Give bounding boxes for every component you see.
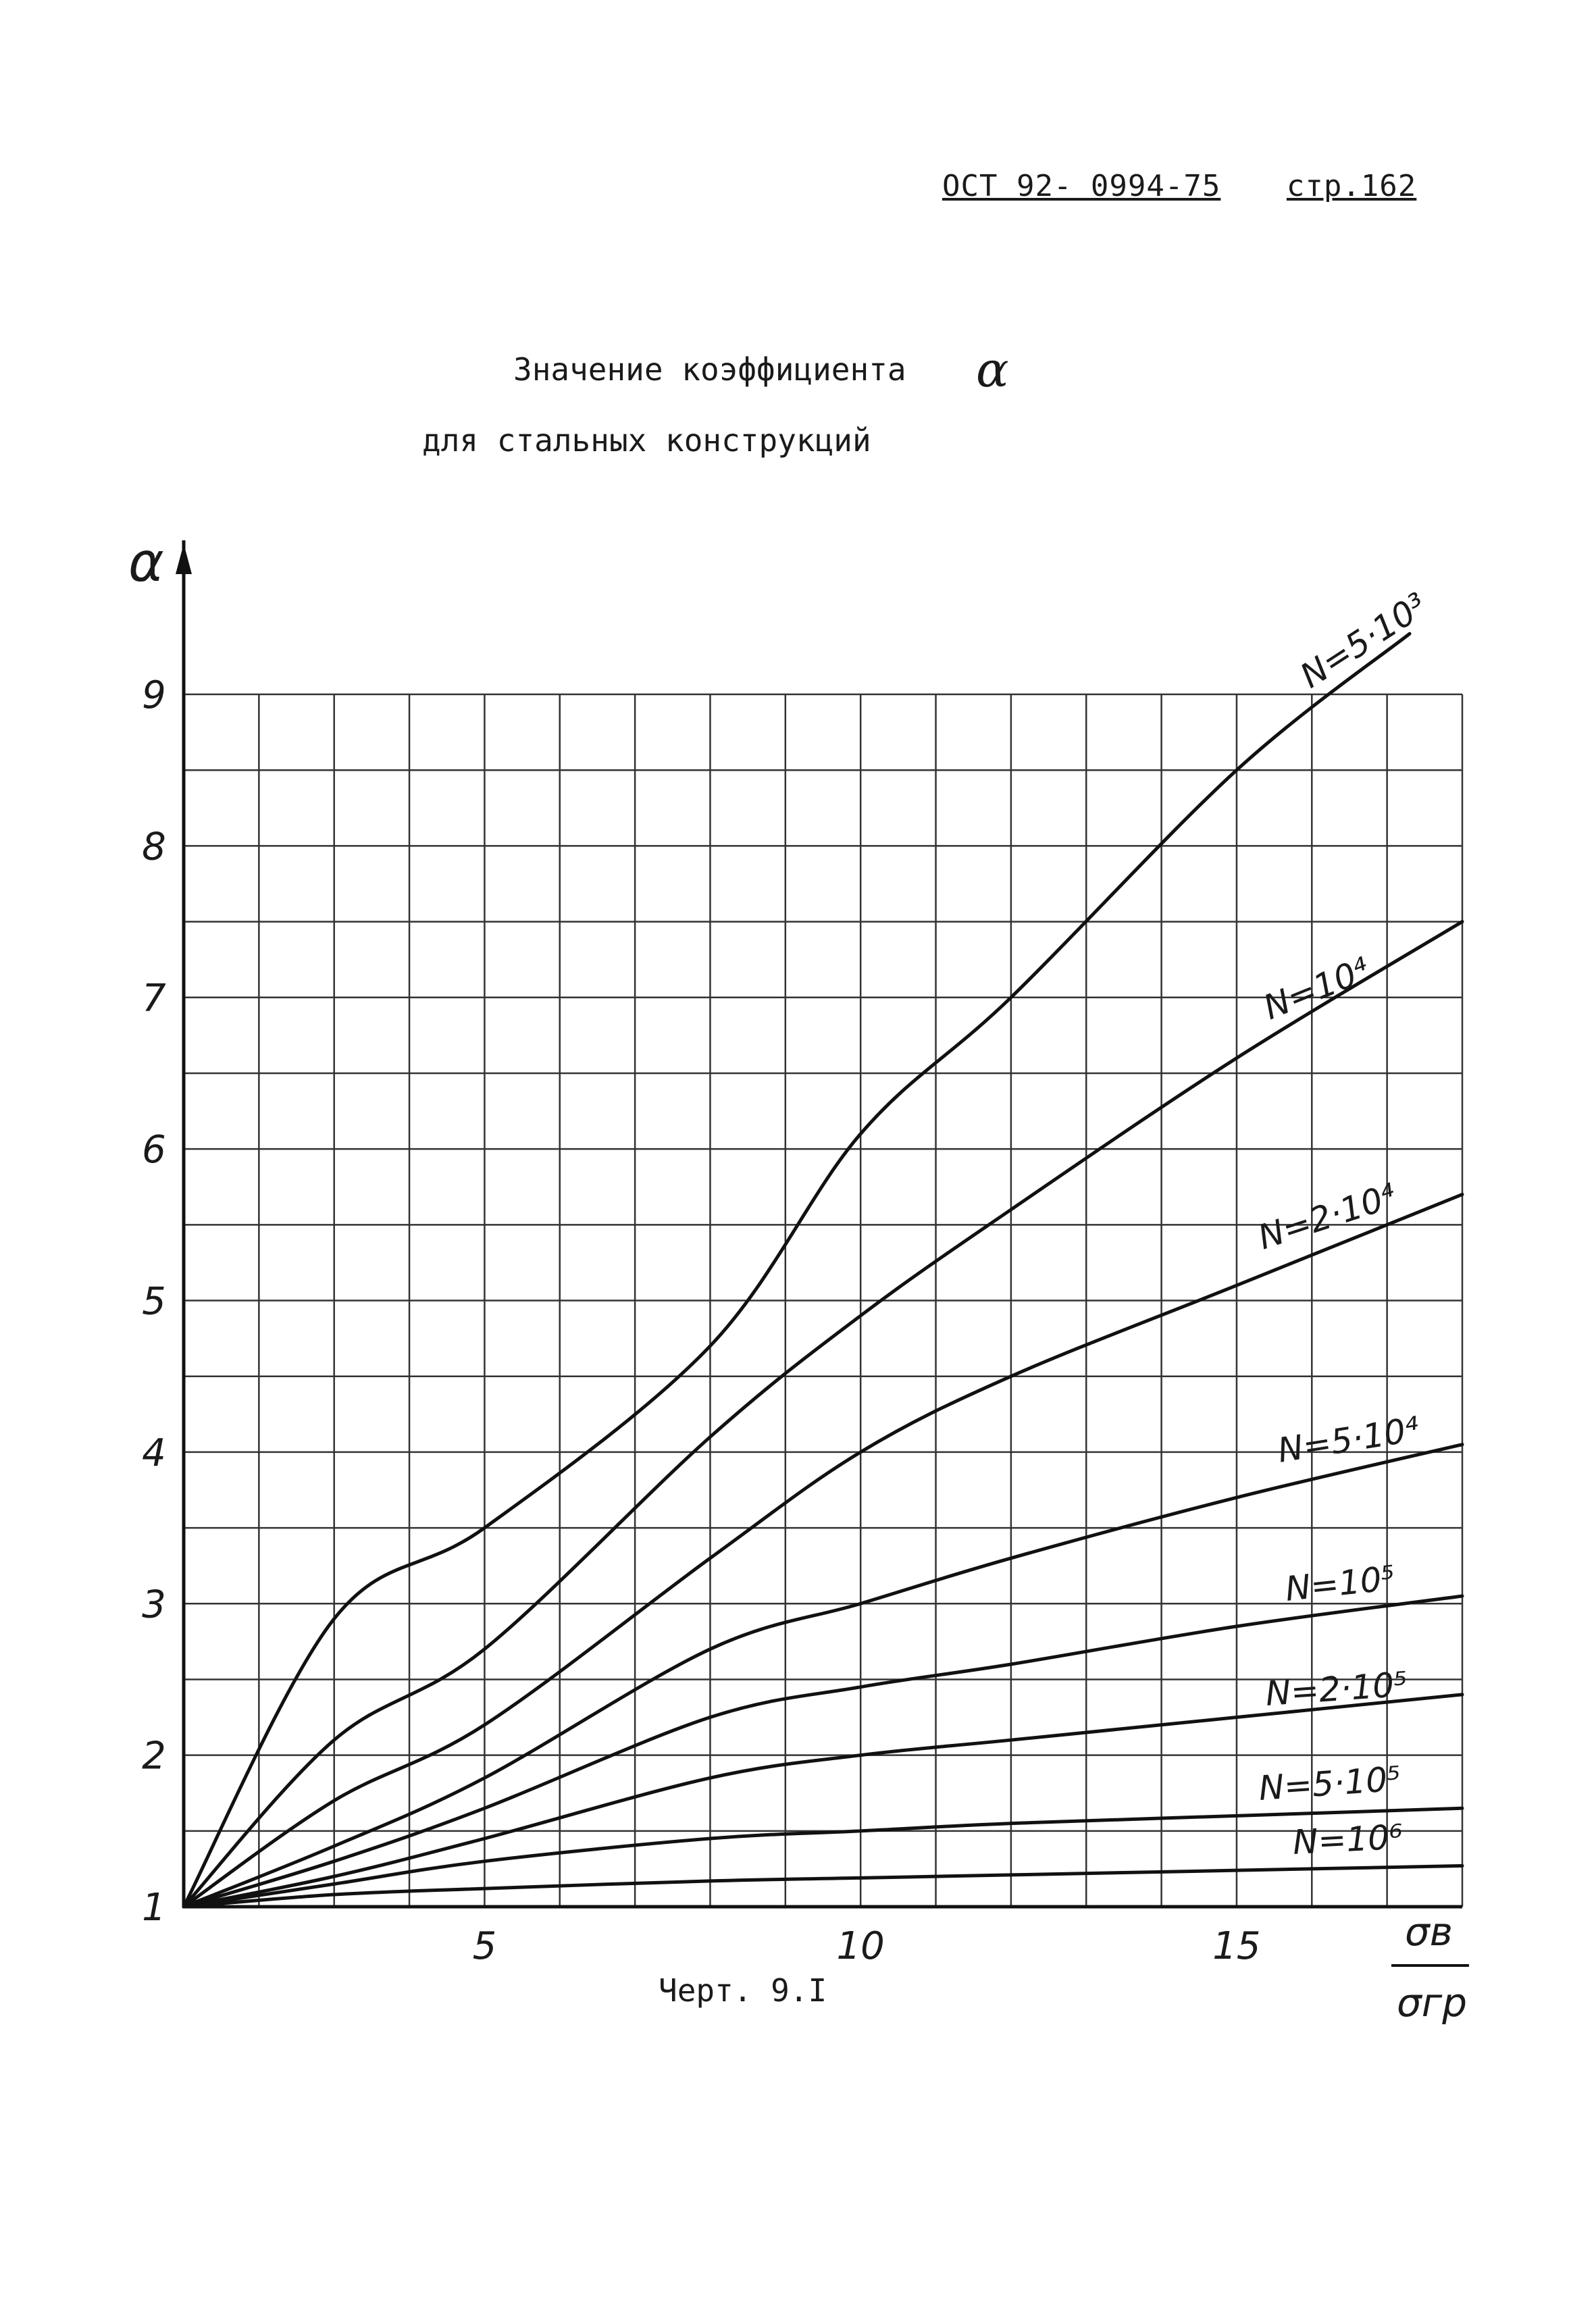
y-tick-label: 2	[142, 1734, 166, 1778]
page-number: стр.162	[1286, 169, 1417, 203]
chart-title-symbol: α	[976, 341, 1009, 398]
figure-caption: Черт. 9.I	[659, 1972, 827, 2009]
chart-series-labels	[1254, 586, 1434, 1862]
chart-grid	[184, 694, 1462, 1907]
series-label-3: N=2·10⁴	[1253, 1176, 1401, 1258]
x-axis-label-denominator: σгр	[1397, 1980, 1468, 2026]
series-label-8: N=10⁶	[1291, 1817, 1404, 1862]
series-line-5	[184, 1596, 1462, 1907]
document-number: ОСТ 92- 0994-75	[942, 169, 1221, 203]
y-tick-label: 9	[142, 673, 166, 717]
series-line-8	[184, 1866, 1462, 1907]
y-tick-label: 5	[142, 1279, 166, 1324]
x-tick-label: 10	[836, 1924, 885, 1968]
y-tick-label: 6	[142, 1128, 166, 1173]
x-axis-label-numerator: σв	[1405, 1909, 1453, 1955]
series-label-2: N=10⁴	[1258, 950, 1375, 1028]
x-tick-label: 5	[472, 1924, 497, 1968]
y-tick-label: 4	[142, 1431, 166, 1475]
series-label-4: N=5·10⁴	[1275, 1409, 1422, 1470]
series-label-1: N=5·10³	[1293, 585, 1435, 696]
series-label-5: N=10⁵	[1283, 1558, 1397, 1609]
series-label-7: N=5·10⁵	[1257, 1759, 1402, 1808]
y-tick-label: 7	[142, 976, 166, 1021]
chart-title-line2: для стальных конструкций	[422, 422, 871, 459]
x-tick-label: 15	[1212, 1924, 1261, 1968]
y-axis-label: α	[128, 531, 164, 594]
series-label-6: N=2·10⁵	[1264, 1664, 1409, 1714]
y-axis-arrow	[176, 544, 192, 574]
y-tick-label: 8	[142, 825, 166, 869]
y-tick-label: 3	[142, 1583, 166, 1627]
chart-title-line1: Значение коэффициента	[513, 351, 906, 388]
y-tick-label: 1	[142, 1886, 166, 1930]
chart-series	[184, 634, 1462, 1907]
chart-ticks	[142, 673, 1260, 1968]
